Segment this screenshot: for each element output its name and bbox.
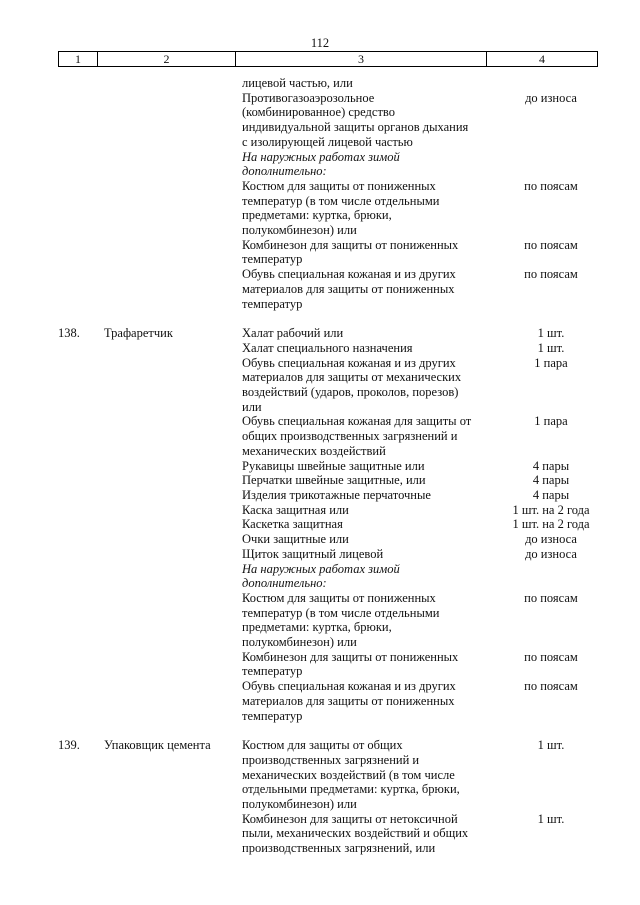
item-quantity: по поясам (524, 649, 578, 664)
item-line: дополнительно: (242, 576, 327, 591)
item-row (242, 414, 602, 458)
entry-row (0, 738, 640, 856)
item-text (242, 326, 500, 341)
column-header-3: 3 (236, 52, 487, 67)
item-text (242, 459, 500, 474)
item-text (242, 503, 500, 518)
entry-row (0, 326, 640, 723)
item-row (242, 150, 602, 179)
continuation-items (242, 76, 602, 311)
item-line: производственных загрязнений и (242, 752, 420, 767)
item-line: Халат рабочий или (242, 326, 344, 341)
continuation-block (0, 76, 640, 311)
item-row (242, 503, 602, 518)
item-text (242, 267, 500, 311)
item-text (242, 562, 500, 591)
entry-items (242, 326, 602, 723)
item-line: Комбинезон для защиты от пониженных (242, 237, 459, 252)
item-quantity: 4 пары (532, 473, 570, 488)
item-row (242, 459, 602, 474)
item-line: индивидуальной защиты органов дыхания (242, 120, 469, 135)
item-line: воздействий (ударов, проколов, порезов) (242, 385, 459, 400)
item-quantity: 1 шт. (537, 326, 565, 341)
item-row (242, 562, 602, 591)
item-row (242, 532, 602, 547)
item-line: температур (242, 708, 303, 723)
item-text (242, 414, 500, 458)
item-line: полукомбинезон) или (242, 223, 357, 238)
item-line: Комбинезон для защиты от пониженных (242, 649, 459, 664)
item-quantity: по поясам (524, 237, 578, 252)
item-line: Халат специального назначения (242, 340, 413, 355)
entry-profession: Упаковщик цемента (104, 738, 211, 753)
item-line: Каска защитная или (242, 502, 349, 517)
item-row (242, 812, 602, 856)
item-quantity: до износа (525, 546, 577, 561)
item-text (242, 738, 500, 812)
item-row (242, 267, 602, 311)
item-line: полукомбинезон) или (242, 797, 357, 812)
column-header-1: 1 (59, 52, 98, 67)
item-row (242, 473, 602, 488)
item-text (242, 812, 500, 856)
item-text (242, 517, 500, 532)
item-quantity: 1 шт. (537, 738, 565, 753)
item-line: Каскетка защитная (242, 517, 343, 532)
entry-items (242, 738, 602, 856)
item-quantity (500, 76, 602, 91)
table-body (0, 76, 640, 871)
item-line: полукомбинезон) или (242, 635, 357, 650)
item-line: Обувь специальная кожаная и из других (242, 679, 456, 694)
item-row (242, 341, 602, 356)
item-quantity: по поясам (524, 590, 578, 605)
item-quantity: до износа (525, 90, 577, 105)
entry-number: 139. (58, 738, 80, 753)
item-row (242, 179, 602, 238)
item-quantity: по поясам (524, 178, 578, 193)
column-header-table (58, 51, 598, 67)
item-row (242, 591, 602, 650)
item-line: Костюм для защиты от общих (242, 738, 403, 753)
item-row (242, 488, 602, 503)
item-text (242, 179, 500, 238)
item-row (242, 76, 602, 91)
item-quantity: 1 пара (534, 355, 568, 370)
item-line: предметами: куртка, брюки, (242, 208, 392, 223)
item-text (242, 356, 500, 415)
item-row (242, 238, 602, 267)
item-text (242, 650, 500, 679)
item-line: Рукавицы швейные защитные или (242, 458, 425, 473)
item-line: Щиток защитный лицевой (242, 546, 384, 561)
item-quantity: 4 пары (532, 458, 570, 473)
item-line: Изделия трикотажные перчаточные (242, 487, 431, 502)
item-line: Обувь специальная кожаная для защиты от (242, 414, 472, 429)
item-text (242, 91, 500, 150)
item-line: с изолирующей лицевой частью (242, 134, 413, 149)
item-line: (комбинированное) средство (242, 105, 395, 120)
item-line: температур (в том числе отдельными (242, 605, 440, 620)
item-text (242, 532, 500, 547)
item-quantity: 1 пара (534, 414, 568, 429)
item-row (242, 547, 602, 562)
item-text (242, 591, 500, 650)
item-line: материалов для защиты от пониженных (242, 281, 455, 296)
item-text (242, 341, 500, 356)
item-line: На наружных работах зимой (242, 561, 400, 576)
item-row (242, 91, 602, 150)
column-header-2: 2 (98, 52, 236, 67)
item-quantity: 1 шт. (537, 811, 565, 826)
item-quantity: по поясам (524, 679, 578, 694)
item-line: или (242, 399, 262, 414)
item-line: отдельными предметами: куртка, брюки, (242, 782, 460, 797)
column-header-4: 4 (487, 52, 598, 67)
item-line: дополнительно: (242, 164, 327, 179)
item-line: Комбинезон для защиты от нетоксичной (242, 811, 458, 826)
item-row (242, 356, 602, 415)
item-text (242, 488, 500, 503)
item-line: Костюм для защиты от пониженных (242, 590, 436, 605)
item-row (242, 679, 602, 723)
item-line: На наружных работах зимой (242, 149, 400, 164)
item-text (242, 76, 500, 91)
item-quantity: 1 шт. на 2 года (512, 502, 590, 517)
item-line: материалов для защиты от механических (242, 370, 462, 385)
item-quantity: 1 шт. на 2 года (512, 517, 590, 532)
item-quantity (500, 150, 602, 179)
item-text (242, 679, 500, 723)
item-row (242, 738, 602, 812)
item-line: лицевой частью, или (242, 76, 353, 90)
item-row (242, 650, 602, 679)
item-line: механических воздействий (242, 443, 386, 458)
item-quantity: 1 шт. (537, 340, 565, 355)
item-quantity: до износа (525, 532, 577, 547)
item-line: Очки защитные или (242, 532, 349, 547)
item-quantity: по поясам (524, 267, 578, 282)
entry-profession: Трафаретчик (104, 326, 173, 341)
item-quantity: 4 пары (532, 487, 570, 502)
item-line: температур (242, 664, 303, 679)
item-quantity (500, 562, 602, 591)
item-line: общих производственных загрязнений и (242, 429, 458, 444)
item-text (242, 547, 500, 562)
continuation-spacer (0, 76, 242, 311)
item-line: температур (242, 296, 303, 311)
item-line: Перчатки швейные защитные, или (242, 473, 426, 488)
item-line: температур (в том числе отдельными (242, 193, 440, 208)
item-line: пыли, механических воздействий и общих (242, 826, 469, 841)
item-row (242, 517, 602, 532)
item-text (242, 238, 500, 267)
entry-number: 138. (58, 326, 80, 341)
item-text (242, 473, 500, 488)
item-row (242, 326, 602, 341)
item-line: Обувь специальная кожаная и из других (242, 267, 456, 282)
item-line: температур (242, 252, 303, 267)
item-line: материалов для защиты от пониженных (242, 693, 455, 708)
item-line: механических воздействий (в том числе (242, 767, 455, 782)
item-line: производственных загрязнений, или (242, 841, 436, 856)
item-line: предметами: куртка, брюки, (242, 620, 392, 635)
item-line: Костюм для защиты от пониженных (242, 178, 436, 193)
item-text (242, 150, 500, 179)
item-line: Обувь специальная кожаная и из других (242, 355, 456, 370)
item-line: Противогазоаэрозольное (242, 90, 375, 105)
page-number: 112 (310, 36, 330, 50)
